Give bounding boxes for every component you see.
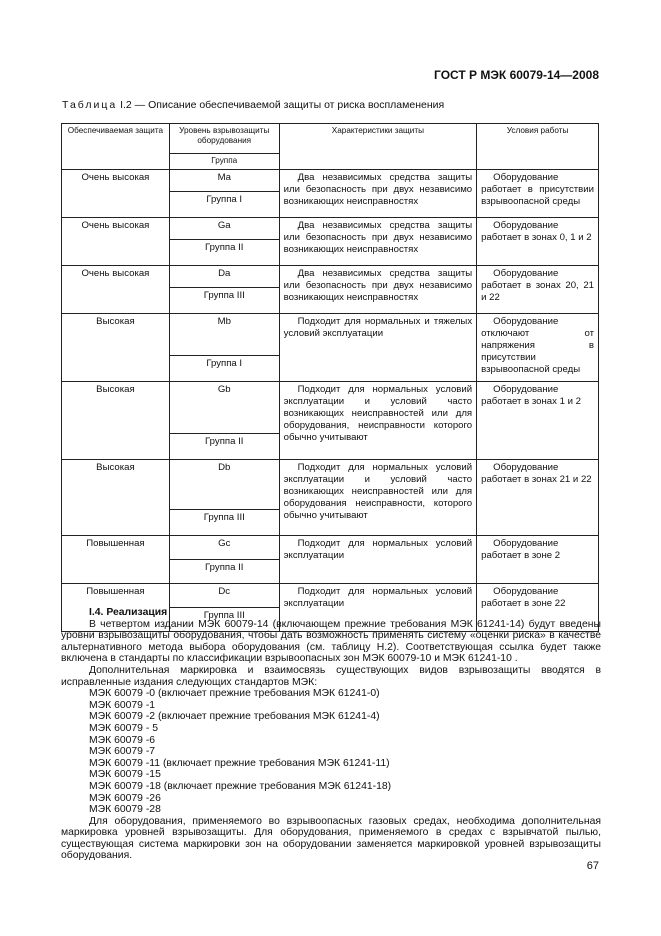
table-row xyxy=(62,266,599,288)
protection-cell: Очень высокая xyxy=(62,218,170,266)
protection-cell: Повышенная xyxy=(62,536,170,584)
table-caption-lead: Таблица xyxy=(62,99,118,111)
protection-cell: Высокая xyxy=(62,314,170,382)
standard-item: МЭК 60079 -11 (включает прежние требования МЭК 61241-11) xyxy=(89,757,390,769)
protection-cell: Очень высокая xyxy=(62,170,170,218)
group-cell: Группа II xyxy=(169,560,279,584)
group-cell: Группа II xyxy=(169,434,279,460)
page-number: 67 xyxy=(586,860,599,872)
standard-item: МЭК 60079 -6 xyxy=(89,734,156,746)
standard-item: МЭК 60079 -0 (включает прежние требования МЭК 61241-0) xyxy=(89,688,380,700)
table-caption-text: I.2 — Описание обеспечиваемой защиты от риска воспламенения xyxy=(117,99,445,111)
section-paragraph: В четвертом издании МЭК 60079-14 (включающем прежние требования МЭК 61241-14) будут введены уровни взрывозащиты оборудования, чтобы дать возможность применять систему «оценки риска» в качестве альтернативного метода выбора оборудования (см. таблицу Н.2). Соответствующая ссылка будет также включена в стандарты по классификации взрывоопасных зон МЭК 60079-10 и МЭК 61241-10 . xyxy=(61,618,601,665)
level-cell: Gb xyxy=(169,382,279,434)
table-row xyxy=(62,584,599,608)
standard-item: МЭК 60079 -18 (включает прежние требования МЭК 61241-18) xyxy=(89,780,392,792)
table-row xyxy=(62,314,599,356)
level-cell: Ma xyxy=(169,170,279,192)
group-cell: Группа II xyxy=(169,240,279,266)
table-header-row xyxy=(62,124,599,154)
conditions-cell: Оборудование работает в присутствии взрывоопасной среды xyxy=(477,170,599,218)
conditions-cell: Оборудование отключают от напряжения в присутствии взрывоопасной среды xyxy=(477,314,599,382)
group-cell: Группа I xyxy=(169,356,279,382)
characteristics-cell: Подходит для нормальных и тяжелых условий эксплуатации xyxy=(279,314,476,382)
standard-item: МЭК 60079 -15 xyxy=(89,769,161,781)
table-row xyxy=(62,382,599,434)
table-caption xyxy=(62,99,444,111)
standard-item: МЭК 60079 -1 xyxy=(89,699,156,711)
conditions-cell: Оборудование работает в зонах 21 и 22 xyxy=(477,460,599,536)
group-cell: Группа I xyxy=(169,192,279,218)
standards-list xyxy=(61,688,601,816)
protection-cell: Высокая xyxy=(62,382,170,460)
protection-table xyxy=(61,123,599,632)
characteristics-cell: Подходит для нормальных условий эксплуатации xyxy=(279,584,476,632)
group-cell: Группа III xyxy=(169,288,279,314)
standard-item: МЭК 60079 -2 (включает прежние требования МЭК 61241-4) xyxy=(89,711,380,723)
characteristics-cell: Подходит для нормальных условий эксплуатации и условий часто возникающих неисправностей или для оборудования неисправности, которого обычно учитывают xyxy=(279,460,476,536)
protection-cell: Повышенная xyxy=(62,584,170,632)
protection-cell: Очень высокая xyxy=(62,266,170,314)
conditions-cell: Оборудование работает в зонах 1 и 2 xyxy=(477,382,599,460)
header-level: Уровень взрывозащиты оборудования xyxy=(169,124,279,154)
table-row xyxy=(62,218,599,240)
standard-item: МЭК 60079 -7 xyxy=(89,746,156,758)
conditions-cell: Оборудование работает в зоне 22 xyxy=(477,584,599,632)
standard-item: МЭК 60079 -26 xyxy=(89,792,161,804)
level-cell: Da xyxy=(169,266,279,288)
characteristics-cell: Два независимых средства защиты или безопасность при двух независимо возникающих неисправностях xyxy=(279,170,476,218)
header-characteristics: Характеристики защиты xyxy=(279,124,476,170)
characteristics-cell: Два независимых средства защиты или безопасность при двух независимо возникающих неисправностях xyxy=(279,218,476,266)
table-row xyxy=(62,460,599,510)
table-row xyxy=(62,536,599,560)
characteristics-cell: Подходит для нормальных условий эксплуатации и условий часто возникающих неисправностей или для оборудования, неисправности которого обычно учитывают xyxy=(279,382,476,460)
characteristics-cell: Два независимых средства защиты или безопасность при двух независимо возникающих неисправностях xyxy=(279,266,476,314)
conditions-cell: Оборудование работает в зонах 0, 1 и 2 xyxy=(477,218,599,266)
protection-cell: Высокая xyxy=(62,460,170,536)
table-row xyxy=(62,170,599,192)
document-code: ГОСТ Р МЭК 60079-14—2008 xyxy=(434,68,599,82)
section-title: I.4. Реализация xyxy=(89,607,168,618)
characteristics-cell: Подходит для нормальных условий эксплуатации xyxy=(279,536,476,584)
section-paragraph: Дополнительная маркировка и взаимосвязь существующих видов взрывозащиты вводятся в исправленные издания следующих стандартов МЭК: xyxy=(61,664,601,688)
group-cell: Группа III xyxy=(169,608,279,632)
conditions-cell: Оборудование работает в зоне 2 xyxy=(477,536,599,584)
level-cell: Mb xyxy=(169,314,279,356)
level-cell: Dc xyxy=(169,584,279,608)
standard-item: МЭК 60079 -28 xyxy=(89,804,161,816)
section-paragraph: Для оборудования, применяемого во взрывоопасных газовых средах, необходима дополнительная маркировка уровней взрывозащиты. Для оборудования, применяемого в средах с взрывчатой пылью, существующая система маркировки зон на оборудовании заменяется маркировкой уровней взрывозащиты оборудования. xyxy=(61,815,601,862)
level-cell: Gc xyxy=(169,536,279,560)
header-protection: Обеспечиваемая защита xyxy=(62,124,170,170)
group-cell: Группа III xyxy=(169,510,279,536)
conditions-cell: Оборудование работает в зонах 20, 21 и 22 xyxy=(477,266,599,314)
header-conditions: Условия работы xyxy=(477,124,599,170)
level-cell: Db xyxy=(169,460,279,510)
level-cell: Ga xyxy=(169,218,279,240)
standard-item: МЭК 60079 - 5 xyxy=(89,722,158,734)
section-implementation xyxy=(61,607,601,862)
header-group: Группа xyxy=(169,154,279,170)
